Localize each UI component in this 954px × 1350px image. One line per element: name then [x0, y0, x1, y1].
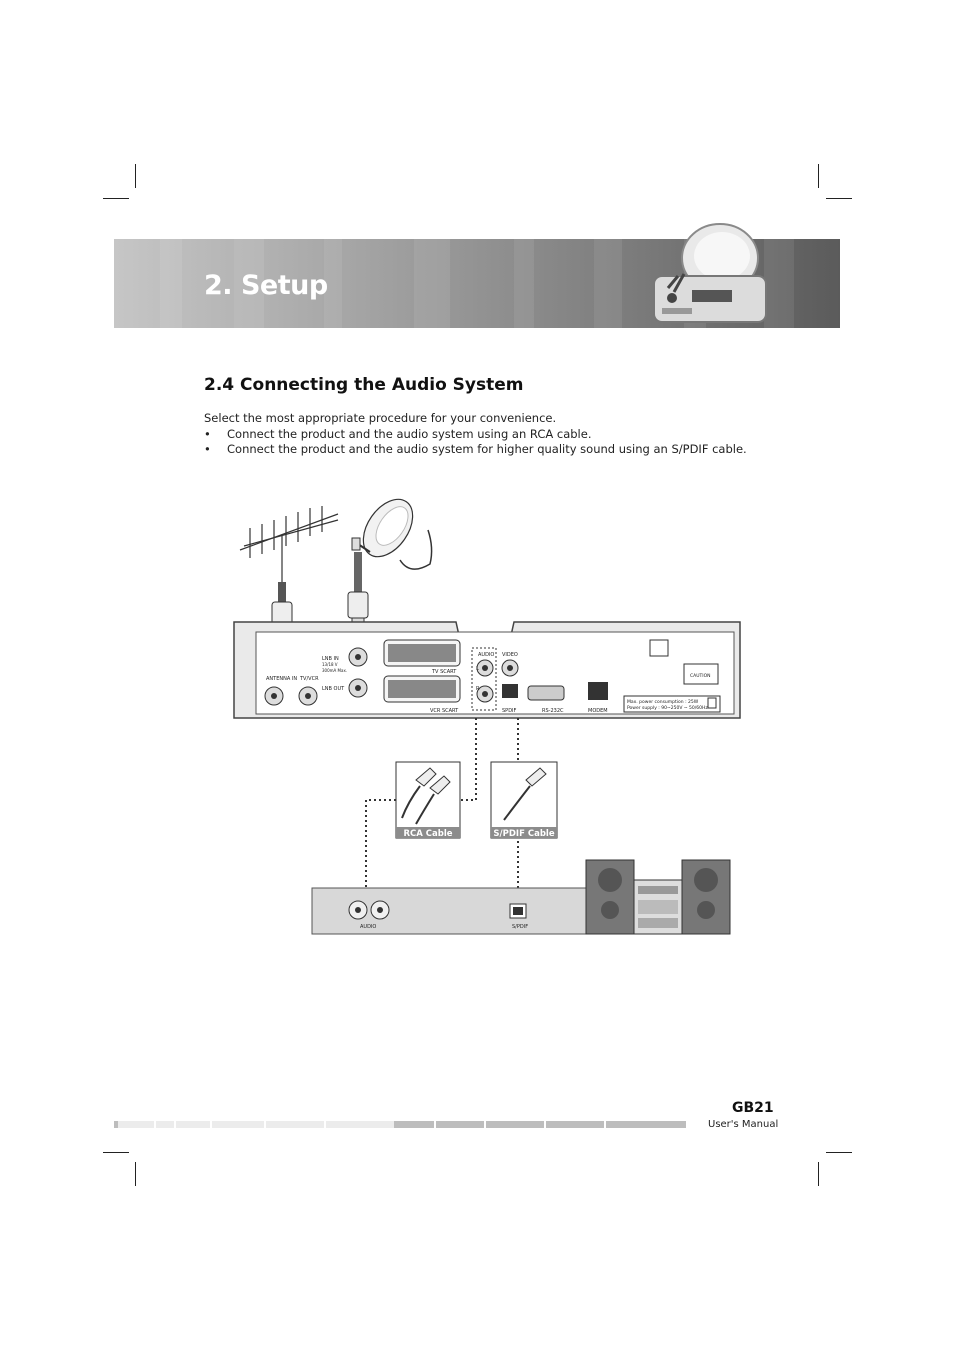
svg-text:MODEM: MODEM [588, 708, 608, 714]
svg-text:S/PDIF Cable: S/PDIF Cable [493, 829, 555, 839]
satellite-dish-icon [352, 490, 432, 569]
manual-label: User's Manual [708, 1119, 779, 1130]
svg-text:ANTENNA IN: ANTENNA IN [266, 676, 298, 682]
svg-text:RS-232C: RS-232C [542, 708, 564, 714]
svg-text:300mA Max.: 300mA Max. [322, 668, 348, 673]
crop-mark [818, 1162, 819, 1186]
svg-text:SPDIF: SPDIF [502, 708, 517, 714]
crop-mark [103, 1152, 129, 1153]
svg-text:Power supply : 90~250V ~ 50/60: Power supply : 90~250V ~ 50/60Hz [627, 706, 708, 711]
crop-mark [135, 164, 136, 188]
audio-system-panel [312, 888, 588, 934]
svg-text:L: L [476, 666, 479, 672]
svg-text:TV/VCR: TV/VCR [300, 676, 319, 682]
svg-text:Max. power consumption : 25W: Max. power consumption : 25W [627, 700, 699, 705]
svg-text:AUDIO: AUDIO [360, 924, 377, 930]
crop-mark [826, 198, 852, 199]
footer-progress-bar [114, 1121, 686, 1128]
svg-text:AUDIO: AUDIO [478, 652, 495, 658]
intro-text: Select the most appropriate procedure for your convenience. [204, 411, 557, 425]
svg-text:LNB IN: LNB IN [322, 656, 339, 662]
svg-text:RCA Cable: RCA Cable [403, 829, 453, 839]
spdif-cable-icon [491, 762, 557, 839]
stereo-speakers-icon [586, 860, 730, 934]
receiver-rear-panel [234, 622, 740, 718]
crop-mark [818, 164, 819, 188]
svg-text:R: R [476, 686, 480, 692]
svg-text:LNB OUT: LNB OUT [322, 686, 345, 692]
svg-text:TV SCART: TV SCART [432, 669, 457, 675]
satellite-receiver-icon [648, 218, 772, 328]
svg-text:VCR SCART: VCR SCART [430, 708, 459, 714]
svg-text:CAUTION: CAUTION [690, 674, 711, 679]
section-title: 2.4 Connecting the Audio System [204, 375, 524, 395]
tv-antenna-icon [240, 506, 338, 582]
chapter-title: 2. Setup [204, 270, 328, 301]
crop-mark [826, 1152, 852, 1153]
svg-text:VIDEO: VIDEO [502, 652, 518, 658]
model-name: GB21 [732, 1100, 774, 1116]
crop-mark [103, 198, 129, 199]
connection-diagram [220, 490, 750, 940]
svg-text:S/PDIF: S/PDIF [512, 924, 529, 930]
rca-cable-icon [396, 762, 460, 839]
crop-mark [135, 1162, 136, 1186]
svg-text:13/18 V: 13/18 V [322, 662, 338, 667]
